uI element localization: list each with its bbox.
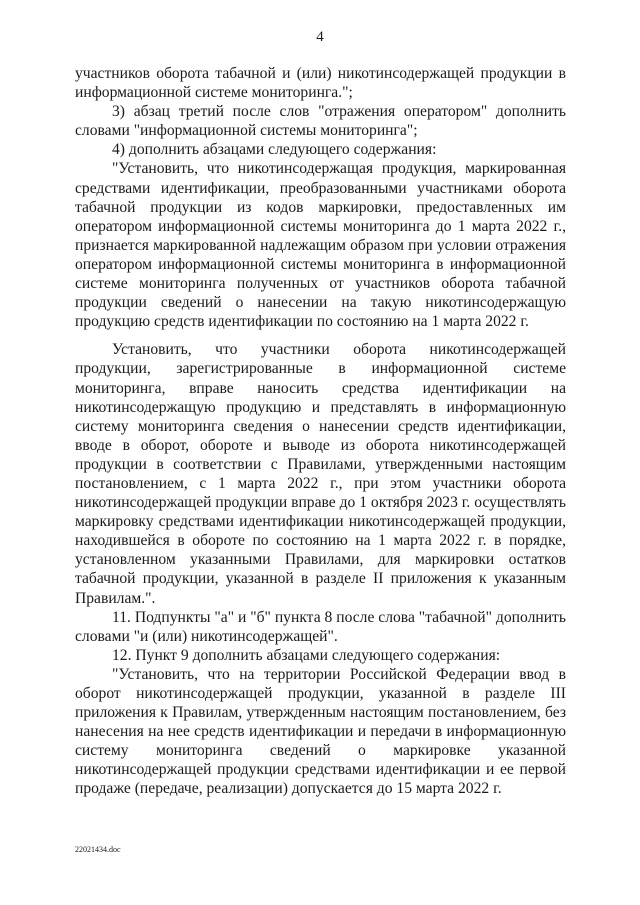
paragraph-quote-2: Установить, что участники оборота никотинсодержащей продукции, зарегистрированные в информационной системе мониторинга, вправе наносить средства идентификации на никотинсодержащую продукцию и представлять в информационную систему мониторинга сведения о нанесении средств идентификации, вводе в оборот, обороте и выводе из оборота никотинсодержащей продукции в соответствии с Правилами, утвержденными настоящим постановлением, с 1 марта 2022 г., при этом участники оборота никотинсодержащей продукции вправе до 1 октября 2023 г. осуществлять маркировку средствами идентификации никотинсодержащей продукции, находившейся в обороте по состоянию на 1 марта 2022 г. в порядке, установленном указанными Правилами, для маркировки остатков табачной продукции, указанной в разделе II приложения к указанным Правилам.". (75, 341, 566, 607)
page-number: 4 (316, 29, 324, 45)
document-body (75, 64, 566, 799)
footer-filename: 22021434.doc (75, 845, 121, 854)
paragraph-quote-1: "Установить, что никотинсодержащая продукция, маркированная средствами идентификации, преобразованными участниками оборота табачной продукции из кодов маркировки, предоставленных им оператором информационной системы мониторинга до 1 марта 2022 г., признается маркированной надлежащим образом при условии отражения оператором информационной системы мониторинга в информационной системе мониторинга полученных от участников оборота табачной продукции сведений о нанесении на такую никотинсодержащую продукцию средств идентификации по состоянию на 1 марта 2022 г. (75, 160, 566, 331)
paragraph-item-3: 3) абзац третий после слов "отражения оператором" дополнить словами "информационной системы мониторинга"; (75, 103, 566, 140)
paragraph-item-11: 11. Подпункты "а" и "б" пункта 8 после слова "табачной" дополнить словами "и (или) никотинсодержащей". (75, 608, 566, 645)
paragraph-continuation: участников оборота табачной и (или) никотинсодержащей продукции в информационной системе мониторинга."; (75, 65, 566, 102)
paragraph-quote-3: "Установить, что на территории Российской Федерации ввод в оборот никотинсодержащей продукции, указанной в разделе III приложения к Правилам, утвержденным настоящим постановлением, без нанесения на нее средств идентификации и передачи в информационную систему мониторинга сведений о маркировке указанной никотинсодержащей продукции средствами идентификации и ее первой продаже (передаче, реализации) допускается до 15 марта 2022 г. (75, 665, 566, 798)
paragraph-item-4: 4) дополнить абзацами следующего содержания: (112, 141, 437, 159)
paragraph-item-12: 12. Пункт 9 дополнить абзацами следующего содержания: (112, 646, 501, 664)
